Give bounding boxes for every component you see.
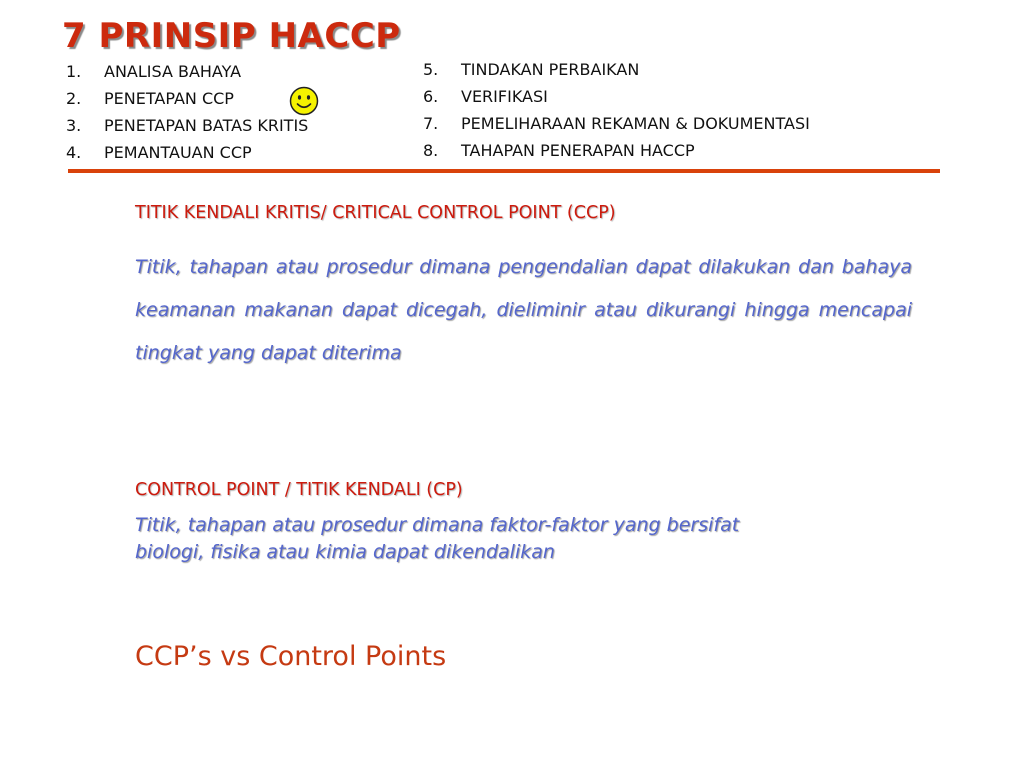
ccp-definition: Titik, tahapan atau prosedur dimana pengendalian dapat dilakukan dan bahaya keamanan makanan dapat dicegah, dieliminir atau dikurangi hingga mencapai tingkat yang dapat diterima: [135, 256, 912, 364]
cp-definition-line: Titik, tahapan atau prosedur dimana faktor-faktor yang bersifat: [135, 514, 740, 536]
principle-label: PEMELIHARAAN REKAMAN & DOKUMENTASI: [461, 114, 810, 133]
principle-item: [66, 85, 308, 112]
cp-definition: [135, 512, 905, 566]
principle-item: [66, 139, 308, 166]
principle-label: PENETAPAN BATAS KRITIS: [104, 116, 309, 135]
principle-label: ANALISA BAHAYA: [104, 62, 242, 81]
principle-item: [423, 83, 810, 110]
principle-item: [66, 58, 308, 85]
principle-number: 4.: [66, 143, 82, 162]
principle-item: [66, 112, 308, 139]
principle-label: PEMANTAUAN CCP: [104, 143, 252, 162]
smiley-face-icon: [289, 86, 319, 116]
principles-list-right: [423, 56, 810, 164]
principle-label: PENETAPAN CCP: [104, 89, 234, 108]
principle-item: [423, 110, 810, 137]
principle-item: [423, 56, 810, 83]
principle-number: 3.: [66, 116, 82, 135]
cp-heading: CONTROL POINT / TITIK KENDALI (CP): [135, 480, 463, 500]
header-divider: [68, 169, 940, 173]
principles-list-left: [66, 58, 308, 166]
ccp-vs-cp-heading: CCP’s vs Control Points: [135, 641, 447, 672]
principle-label: TINDAKAN PERBAIKAN: [461, 60, 640, 79]
principle-label: VERIFIKASI: [461, 87, 548, 106]
principle-number: 5.: [423, 60, 439, 79]
principle-number: 8.: [423, 141, 439, 160]
principle-number: 6.: [423, 87, 439, 106]
principle-number: 1.: [66, 62, 82, 81]
principle-number: 2.: [66, 89, 82, 108]
cp-definition-line: biologi, fisika atau kimia dapat dikendalikan: [135, 541, 555, 563]
principle-label: TAHAPAN PENERAPAN HACCP: [461, 141, 695, 160]
principle-item: [423, 137, 810, 164]
slide-title: 7 PRINSIP HACCP: [62, 16, 401, 56]
principle-number: 7.: [423, 114, 439, 133]
ccp-heading: TITIK KENDALI KRITIS/ CRITICAL CONTROL POINT (CCP): [135, 203, 616, 223]
